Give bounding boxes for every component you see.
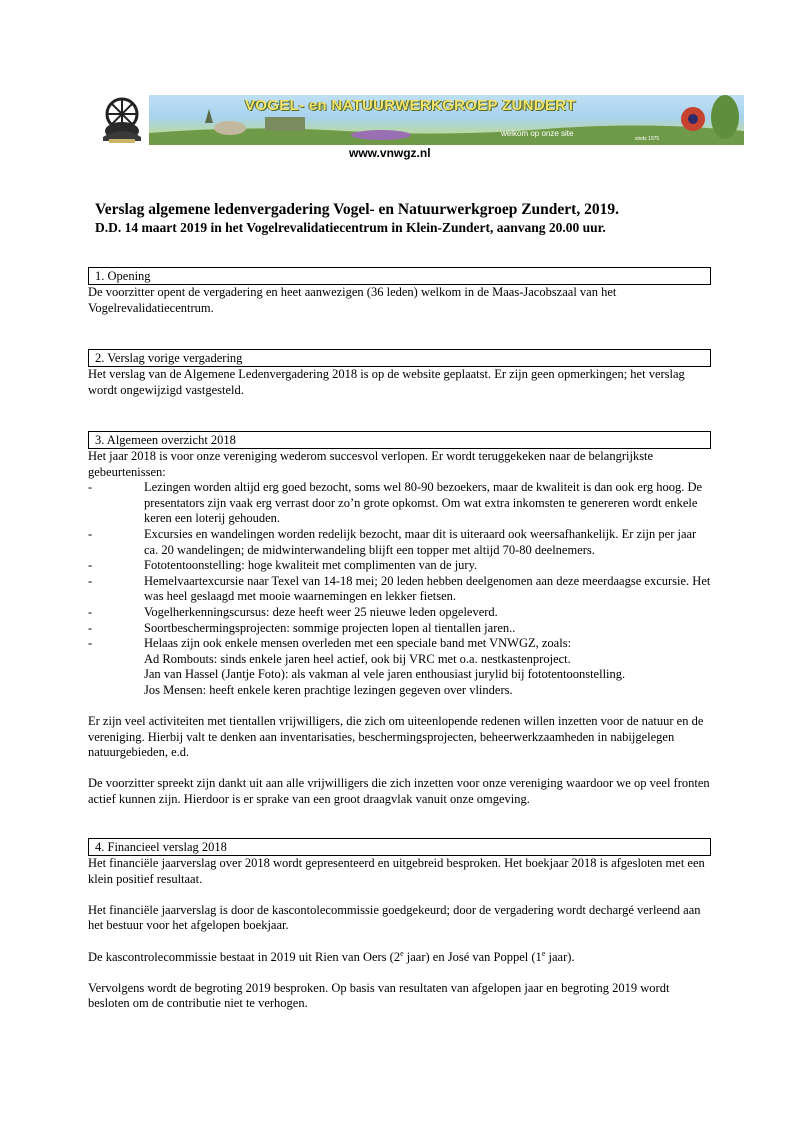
website-link[interactable]: www.vnwgz.nl <box>349 146 431 160</box>
list-item <box>88 558 711 574</box>
superscript: e <box>541 948 546 958</box>
list-dash: - <box>88 620 93 635</box>
list-dash: - <box>88 558 93 573</box>
banner-title: VOGEL- en NATUURWERKGROEP ZUNDERT <box>245 97 576 114</box>
list-dash: - <box>88 480 93 495</box>
paragraph: Het financiële jaarverslag over 2018 wordt gepresenteerd en uitgebreid besproken. Het boekjaar 2018 is afgesloten met een klein positief resultaat. <box>88 856 705 886</box>
section-general-overview <box>88 431 711 808</box>
list-item <box>88 605 711 621</box>
section-header: 3. Algemeen overzicht 2018 <box>88 431 711 449</box>
header-banner <box>95 95 744 145</box>
list-dash: - <box>88 526 93 541</box>
superscript: e <box>400 948 404 958</box>
section-body <box>88 285 711 316</box>
text-part: jaar) en José van Poppel (1 <box>403 949 542 964</box>
list-dash: - <box>88 636 93 651</box>
section-financial-report <box>88 838 711 1012</box>
section-body <box>88 449 711 808</box>
list-text: Lezingen worden altijd erg goed bezocht, soms wel 80-90 bezoekers, maar de kwaliteit is dan ook erg hoog. De presentators zijn vaak erg verrast door zo’n grote opkomst. Om wat extra inkomsten te genereren wordt enkele keren een loterij gehouden. <box>144 480 703 526</box>
banner-welcome-text: welkom op onze site <box>501 129 574 138</box>
memorial-line: Ad Rombouts: sinds enkele jaren heel actief, ook bij VRC met o.a. nestkastenproject. <box>144 651 571 666</box>
memorial-line: Jos Mensen: heeft enkele keren prachtige lezingen gegeven over vlinders. <box>144 682 513 697</box>
section-header: 1. Opening <box>88 267 711 285</box>
paragraph: Er zijn veel activiteiten met tientallen vrijwilligers, die zich om uiteenlopende redenen willen inzetten voor de natuur en de vereniging. Hierbij valt te denken aan inventarisaties, beschermingsprojecten, beheerwerkzaamheden in nabijgelegen natuurgebieden, e.d. <box>88 714 704 760</box>
section-header: 4. Financieel verslag 2018 <box>88 838 711 856</box>
list-item <box>88 621 711 637</box>
list-item <box>88 636 711 652</box>
list-text: Excursies en wandelingen worden redelijk bezocht, maar dit is uiteraard ook weersafhankelijk. Er zijn per jaar ca. 20 wandelingen; de midwinterwandeling blijft een topper met altijd 70-80 deelnemers. <box>144 526 697 557</box>
list-text: Soortbeschermingsprojecten: sommige projecten lopen al tientallen jaren.. <box>144 620 516 635</box>
list-text: Helaas zijn ook enkele mensen overleden met een speciale band met VNWGZ, zoals: <box>144 636 572 651</box>
paragraph: De voorzitter spreekt zijn dankt uit aan alle vrijwilligers die zich inzetten voor onze vereniging waardoor we op veel fronten actief kunnen zijn. Hierdoor is er sprake van een groot draagvlak vanuit onze omgeving. <box>88 776 710 807</box>
paragraph: Het verslag van de Algemene Ledenvergadering 2018 is op de website geplaatst. Er zijn geen opmerkingen; het verslag wordt ongewijzigd vastgesteld. <box>88 367 685 397</box>
paragraph-audit-committee <box>88 950 711 966</box>
document-title: Verslag algemene ledenvergadering Vogel- en Natuurwerkgroep Zundert, 2019. <box>95 201 619 218</box>
paragraph: Vervolgens wordt de begroting 2019 besproken. Op basis van resultaten van afgelopen jaar en begroting 2019 wordt besloten om de contributie niet te verhogen. <box>88 980 670 1011</box>
list-item <box>88 480 711 527</box>
list-dash: - <box>88 573 93 588</box>
section-body <box>88 367 711 398</box>
banner-since-text: sinds 1975 <box>635 136 660 142</box>
list-item <box>88 527 711 558</box>
paragraph: Het financiële jaarverslag is door de kascontolecommissie goedgekeurd; door de vergadering wordt dechargé verleend aan het bestuur voor het afgelopen boekjaar. <box>88 902 701 933</box>
text-part: jaar). <box>545 949 575 964</box>
section-body <box>88 856 711 1012</box>
list-item <box>88 574 711 605</box>
memorial-line: Jan van Hassel (Jantje Foto): als vakman al vele jaren enthousiast jurylid bij fototentoonstelling. <box>144 667 626 682</box>
paragraph: Het jaar 2018 is voor onze vereniging wederom succesvol verlopen. Er wordt teruggekeken naar de belangrijkste gebeurtenissen: <box>88 449 654 479</box>
section-previous-minutes <box>88 349 711 398</box>
section-header: 2. Verslag vorige vergadering <box>88 349 711 367</box>
list-text: Hemelvaartexcursie naar Texel van 14-18 mei; 20 leden hebben deelgenomen aan deze meerdaagse excursie. Het was heel geslaagd met mooie waarnemingen en lekker fietsen. <box>144 573 711 604</box>
list-text: Fototentoonstelling: hoge kwaliteit met complimenten van de jury. <box>144 558 478 573</box>
list-text: Vogelherkenningscursus: deze heeft weer 25 nieuwe leden opgeleverd. <box>144 604 498 619</box>
list-dash: - <box>88 604 93 619</box>
text-part: De kascontrolecommissie bestaat in 2019 uit Rien van Oers (2 <box>88 949 401 964</box>
document-subtitle: D.D. 14 maart 2019 in het Vogelrevalidatiecentrum in Klein-Zundert, aanvang 20.00 uur. <box>95 220 606 235</box>
paragraph: De voorzitter opent de vergadering en heet aanwezigen (36 leden) welkom in de Maas-Jacobszaal van het Vogelrevalidatiecentrum. <box>88 285 617 315</box>
section-opening <box>88 267 711 316</box>
